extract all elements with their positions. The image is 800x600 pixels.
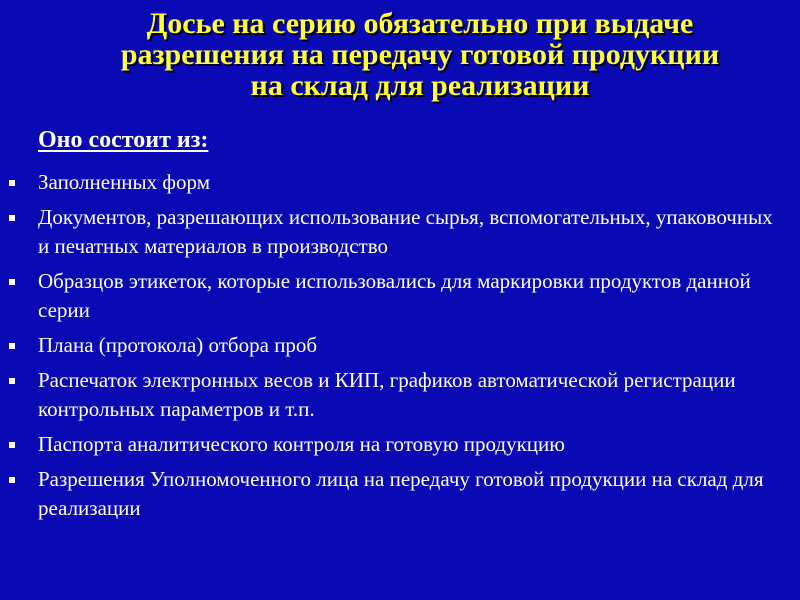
list-item-text: Документов, разрешающих использование сырья, вспомогательных, упаковочных и печатных материалов в производство: [38, 205, 773, 258]
list-item-text: Паспорта аналитического контроля на готовую продукцию: [38, 432, 565, 456]
list-item: [0, 366, 800, 424]
list-item: [0, 465, 800, 523]
list-item: [0, 430, 800, 459]
list-item-text: Плана (протокола) отбора проб: [38, 333, 318, 357]
list-item-text: Распечаток электронных весов и КИП, графиков автоматической регистрации контрольных параметров и т.п.: [38, 368, 736, 421]
slide-title: [40, 8, 800, 101]
list-heading: Оно состоит из:: [38, 127, 209, 153]
square-bullet-icon: [9, 215, 15, 221]
slide-title-line-1: Досье на серию обязательно при выдаче: [146, 7, 694, 40]
square-bullet-icon: [9, 477, 15, 483]
list-item: [0, 203, 800, 261]
list-item: [0, 168, 800, 197]
square-bullet-icon: [9, 343, 15, 349]
list-item: [0, 331, 800, 360]
list-item-text: Образцов этикеток, которые использовались для маркировки продуктов данной серии: [38, 269, 751, 322]
square-bullet-icon: [9, 442, 15, 448]
list-item: [0, 267, 800, 325]
square-bullet-icon: [9, 180, 15, 186]
slide-title-line-2: разрешения на передачу готовой продукции: [120, 38, 720, 71]
bullet-list: [0, 168, 800, 529]
list-item-text: Разрешения Уполномоченного лица на передачу готовой продукции на склад для реализации: [38, 467, 764, 520]
square-bullet-icon: [9, 378, 15, 384]
square-bullet-icon: [9, 279, 15, 285]
list-item-text: Заполненных форм: [38, 170, 210, 194]
slide-title-line-3: на склад для реализации: [250, 69, 590, 102]
